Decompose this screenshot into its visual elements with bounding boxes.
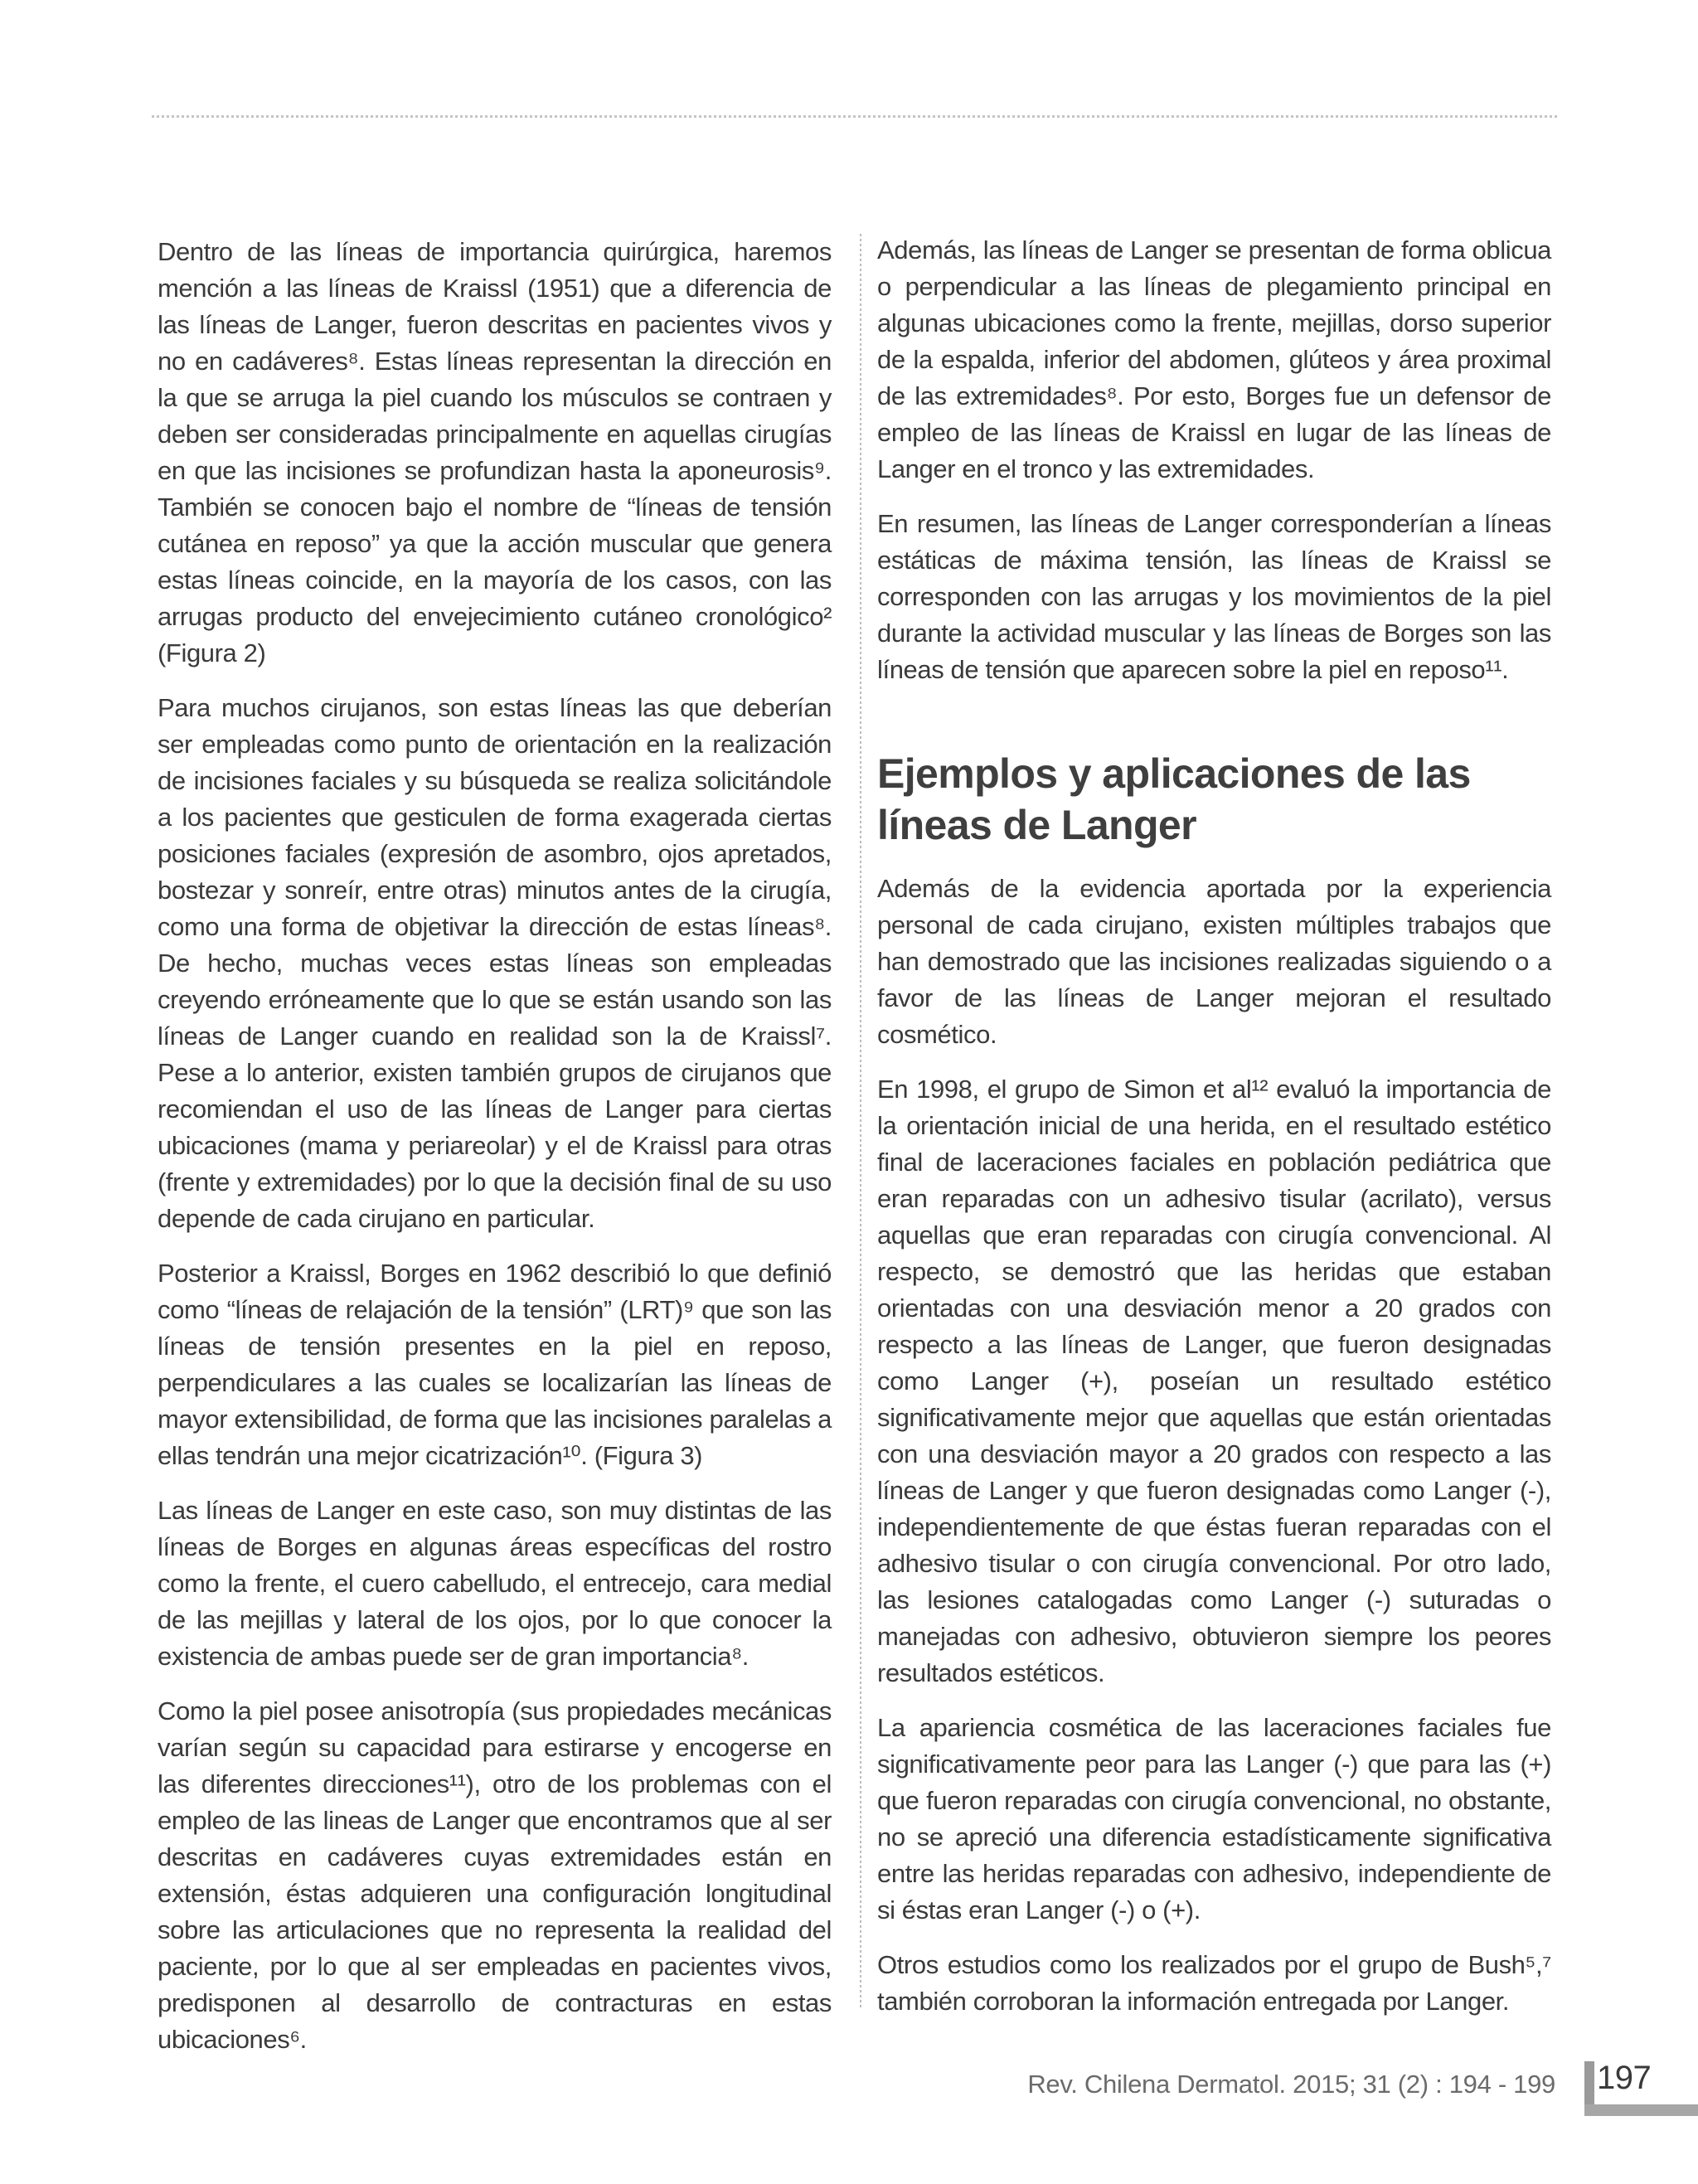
- page-number: 197: [1597, 2060, 1652, 2096]
- body-paragraph: En resumen, las líneas de Langer corresponderían a líneas estáticas de máxima tensión, las líneas de Kraissl se corresponden con las arrugas y los movimientos de la piel durante la actividad muscular y las líneas de Borges son las líneas de tensión que aparecen sobre la piel en reposo¹¹.: [877, 509, 1551, 684]
- left-column: [158, 234, 832, 2076]
- body-paragraph: En 1998, el grupo de Simon et al¹² evaluó la importancia de la orientación inicial de una herida, en el resultado estético final de laceraciones faciales en población pediátrica que eran reparadas con un adhesivo tisular (acrilato), versus aquellas que eran reparadas con cirugía convencional. Al respecto, se demostró que las heridas que estaban orientadas con una desviación menor a 20 grados con respecto a las líneas de Langer, que fueron designadas como Langer (+), poseían un resultado estético significativamente mejor que aquellas que están orientadas con una desviación mayor a 20 grados con respecto a las líneas de Langer y que fueron designadas como Langer (-), independientemente de que éstas fueran reparadas con el adhesivo tisular o con cirugía convencional. Por otro lado, las lesiones catalogadas como Langer (-) suturadas o manejadas con adhesivo, obtuvieron siempre los peores resultados estéticos.: [877, 1075, 1551, 1687]
- body-paragraph: La apariencia cosmética de las laceraciones faciales fue significativamente peor para las Langer (-) que para las (+) que fueron reparadas con cirugía convencional, no obstante, no se apreció una diferencia estadísticamente significativa entre las heridas reparadas con adhesivo, independiente de si éstas eran Langer (-) o (+).: [877, 1713, 1551, 1924]
- body-paragraph: Otros estudios como los realizados por el grupo de Bush⁵,⁷ también corroboran la información entregada por Langer.: [877, 1950, 1551, 2016]
- right-column: [877, 232, 1551, 2038]
- section-heading: Ejemplos y aplicaciones de las líneas de Langer: [877, 750, 1471, 848]
- body-paragraph: Además, las líneas de Langer se presentan de forma oblicua o perpendicular a las líneas de plegamiento principal en algunas ubicaciones como la frente, mejillas, dorso superior de la espalda, inferior del abdomen, glúteos y área proximal de las extremidades⁸. Por esto, Borges fue un defensor de empleo de las líneas de Kraissl en lugar de las líneas de Langer en el tronco y las extremidades.: [877, 235, 1551, 483]
- top-dotted-rule: [152, 115, 1557, 118]
- journal-citation: Rev. Chilena Dermatol. 2015; 31 (2) : 194 - 199: [1027, 2070, 1555, 2099]
- body-paragraph: Para muchos cirujanos, son estas líneas las que deberían ser empleadas como punto de orientación en la realización de incisiones faciales y su búsqueda se realiza solicitándole a los pacientes que gesticulen de forma exagerada ciertas posiciones faciales (expresión de asombro, ojos apretados, bostezar y sonreír, entre otras) minutos antes de la cirugía, como una forma de objetivar la dirección de estas líneas⁸. De hecho, muchas veces estas líneas son empleadas creyendo erróneamente que lo que se están usando son las líneas de Langer cuando en realidad son la de Kraissl⁷. Pese a lo anterior, existen también grupos de cirujanos que recomiendan el uso de las líneas de Langer para ciertas ubicaciones (mama y periareolar) y el de Kraissl para otras (frente y extremidades) por lo que la decisión final de su uso depende de cada cirujano en particular.: [158, 693, 832, 1233]
- body-paragraph: Además de la evidencia aportada por la experiencia personal de cada cirujano, existen múltiples trabajos que han demostrado que las incisiones realizadas siguiendo o a favor de las líneas de Langer mejoran el resultado cosmético.: [877, 874, 1551, 1049]
- body-paragraph: Como la piel posee anisotropía (sus propiedades mecánicas varían según su capacidad para estirarse y encogerse en las diferentes direcciones¹¹), otro de los problemas con el empleo de las lineas de Langer que encontramos que al ser descritas en cadáveres cuyas extremidades están en extensión, éstas adquieren una configuración longitudinal sobre las articulaciones que no representa la realidad del paciente, por lo que al ser empleadas en pacientes vivos, predisponen al desarrollo de contracturas en estas ubicaciones⁶.: [158, 1696, 832, 2054]
- body-paragraph: Posterior a Kraissl, Borges en 1962 describió lo que definió como “líneas de relajación de la tensión” (LRT)⁹ que son las líneas de tensión presentes en la piel en reposo, perpendiculares a las cuales se localizarían las líneas de mayor extensibilidad, de forma que las incisiones paralelas a ellas tendrán una mejor cicatrización¹⁰. (Figura 3): [158, 1259, 832, 1470]
- body-paragraph: Las líneas de Langer en este caso, son muy distintas de las líneas de Borges en algunas áreas específicas del rostro como la frente, el cuero cabelludo, el entrecejo, cara medial de las mejillas y lateral de los ojos, por lo que conocer la existencia de ambas puede ser de gran importancia⁸.: [158, 1496, 832, 1671]
- column-divider: [860, 234, 861, 2008]
- body-paragraph: Dentro de las líneas de importancia quirúrgica, haremos mención a las líneas de Kraissl (1951) que a diferencia de las líneas de Langer, fueron descritas en pacientes vivos y no en cadáveres⁸. Estas líneas representan la dirección en la que se arruga la piel cuando los músculos se contraen y deben ser consideradas principalmente en aquellas cirugías en que las incisiones se profundizan hasta la aponeurosis⁹. También se conocen bajo el nombre de “líneas de tensión cutánea en reposo” ya que la acción muscular que genera estas líneas coincide, en la mayoría de los casos, con las arrugas producto del envejecimiento cutáneo cronológico² (Figura 2): [158, 237, 832, 667]
- page-tab-base: [1584, 2104, 1698, 2116]
- page-tab-bar: [1584, 2061, 1594, 2111]
